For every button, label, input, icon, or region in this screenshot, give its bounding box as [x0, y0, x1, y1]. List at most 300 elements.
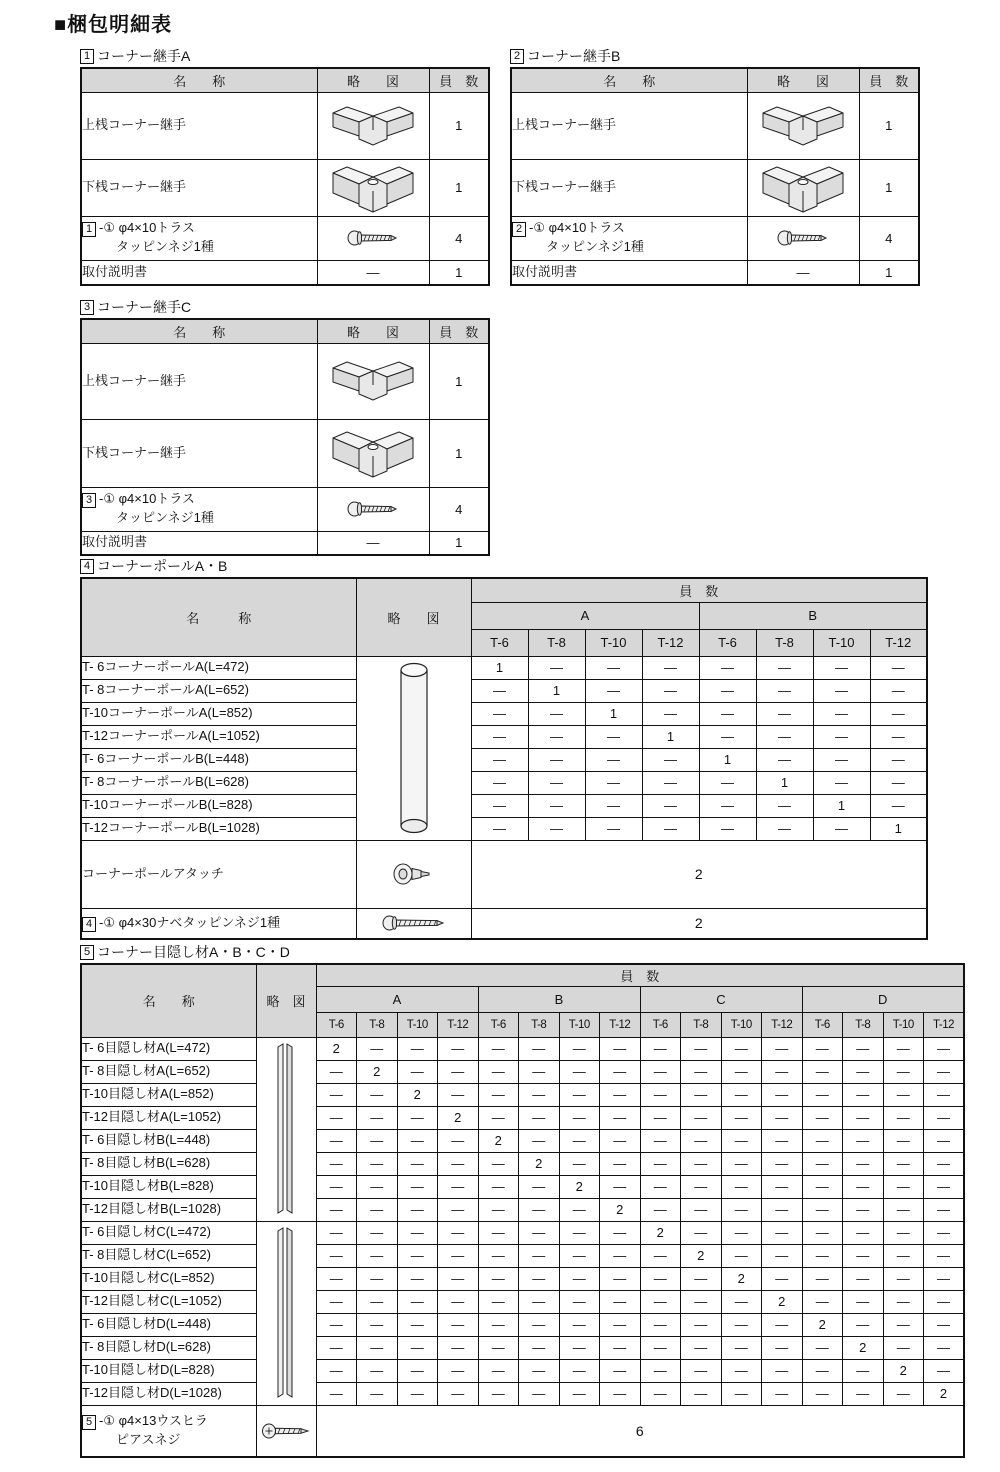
- qty-value: —: [699, 679, 756, 702]
- qty-value: —: [519, 1175, 560, 1198]
- qty-value: —: [721, 1083, 762, 1106]
- qty-value: —: [762, 1060, 803, 1083]
- qty-value: —: [924, 1267, 965, 1290]
- section-title: コーナー継手B: [527, 48, 621, 64]
- qty-value: —: [756, 794, 813, 817]
- angle-profile-icon: [256, 1037, 316, 1221]
- qty-value: —: [528, 748, 585, 771]
- no-diagram-dash: —: [317, 260, 429, 285]
- qty-value: —: [756, 817, 813, 840]
- qty-value: —: [585, 656, 642, 679]
- qty-value: —: [438, 1290, 479, 1313]
- part-name-line2: タッピンネジ1種: [546, 239, 644, 254]
- part-name: T-10目隠し材C(L=852): [81, 1267, 256, 1290]
- qty-value: —: [316, 1359, 357, 1382]
- qty-value: —: [640, 1037, 681, 1060]
- qty-value: —: [802, 1175, 843, 1198]
- qty-value: —: [802, 1037, 843, 1060]
- qty-value: —: [316, 1267, 357, 1290]
- qty-value: —: [519, 1244, 560, 1267]
- part-qty: 1: [429, 419, 489, 487]
- table-row: [81, 1152, 964, 1175]
- section-title: コーナー継手A: [97, 48, 191, 64]
- qty-value: —: [762, 1175, 803, 1198]
- qty-value: —: [681, 1290, 722, 1313]
- part-name: T-12コーナーポールB(L=1028): [81, 817, 356, 840]
- qty-value: —: [883, 1336, 924, 1359]
- table-row: [81, 702, 927, 725]
- circled-number: ①: [103, 914, 115, 930]
- qty-value: —: [843, 1267, 884, 1290]
- header-row: [81, 68, 489, 92]
- circled-number: ①: [533, 220, 545, 236]
- qty-value: —: [478, 1244, 519, 1267]
- qty-value: —: [802, 1267, 843, 1290]
- qty-value: —: [802, 1152, 843, 1175]
- qty-value: —: [883, 1198, 924, 1221]
- section-corner-screen: [80, 943, 965, 1458]
- qty-value: —: [762, 1221, 803, 1244]
- qty-size-header: T-8: [357, 1012, 398, 1037]
- qty-value: —: [478, 1359, 519, 1382]
- part-name: T- 6目隠し材D(L=448): [81, 1313, 256, 1336]
- qty-value: —: [802, 1382, 843, 1405]
- qty-group-header: D: [802, 986, 964, 1012]
- qty-value: —: [883, 1083, 924, 1106]
- table-row: [81, 1244, 964, 1267]
- qty-value: —: [924, 1129, 965, 1152]
- column-header-name: 名 称: [511, 68, 747, 92]
- qty-value: —: [681, 1152, 722, 1175]
- qty-value: —: [813, 702, 870, 725]
- part-name: T-10コーナーポールA(L=852): [81, 702, 356, 725]
- part-name: T-12目隠し材C(L=1052): [81, 1290, 256, 1313]
- qty-value: —: [681, 1221, 722, 1244]
- qty-value: —: [559, 1221, 600, 1244]
- qty-size-header: T-10: [559, 1012, 600, 1037]
- qty-value: —: [397, 1152, 438, 1175]
- section-label: [80, 943, 965, 961]
- qty-value: —: [397, 1267, 438, 1290]
- qty-value: 1: [756, 771, 813, 794]
- qty-value: —: [528, 817, 585, 840]
- qty-value: —: [438, 1336, 479, 1359]
- qty-value: —: [438, 1083, 479, 1106]
- table-row: [81, 1083, 964, 1106]
- qty-size-header: T-12: [762, 1012, 803, 1037]
- qty-value: —: [559, 1267, 600, 1290]
- column-header-qty: 員 数: [316, 964, 964, 986]
- qty-value: —: [519, 1267, 560, 1290]
- part-name: 3 -① φ4×10トラス タッピンネジ1種: [81, 487, 317, 531]
- qty-value: 2: [721, 1267, 762, 1290]
- piercing-screw-icon: [256, 1405, 316, 1457]
- qty-value: —: [519, 1060, 560, 1083]
- qty-value: —: [316, 1083, 357, 1106]
- qty-value: 2: [924, 1382, 965, 1405]
- qty-value: —: [813, 679, 870, 702]
- qty-value: —: [600, 1152, 641, 1175]
- qty-value: —: [438, 1198, 479, 1221]
- angle-profile-icon: [256, 1221, 316, 1405]
- table-row: [81, 840, 927, 908]
- qty-value: —: [397, 1244, 438, 1267]
- qty-value: —: [559, 1382, 600, 1405]
- qty-size-header: T-8: [843, 1012, 884, 1037]
- qty-value: 2: [357, 1060, 398, 1083]
- qty-value: —: [642, 817, 699, 840]
- qty-value: —: [357, 1037, 398, 1060]
- part-name: 2 -① φ4×10トラス タッピンネジ1種: [511, 216, 747, 260]
- qty-value: —: [397, 1037, 438, 1060]
- qty-value: —: [478, 1060, 519, 1083]
- part-qty: 4: [429, 216, 489, 260]
- box-number: 5: [82, 1415, 96, 1430]
- qty-value: —: [585, 817, 642, 840]
- qty-value: —: [843, 1037, 884, 1060]
- qty-value: —: [924, 1175, 965, 1198]
- qty-value: —: [924, 1083, 965, 1106]
- table-row: [81, 1267, 964, 1290]
- qty-value: —: [843, 1152, 884, 1175]
- part-name: T-10目隠し材B(L=828): [81, 1175, 256, 1198]
- qty-value: —: [559, 1106, 600, 1129]
- qty-value: —: [642, 794, 699, 817]
- qty-value: —: [528, 725, 585, 748]
- table-row: [81, 159, 489, 216]
- qty-size-header: T-8: [519, 1012, 560, 1037]
- qty-value: —: [681, 1060, 722, 1083]
- qty-value: —: [471, 794, 528, 817]
- qty-value: —: [681, 1037, 722, 1060]
- qty-value: —: [600, 1221, 641, 1244]
- qty-value: —: [699, 725, 756, 748]
- qty-value: —: [802, 1290, 843, 1313]
- qty-value: —: [699, 771, 756, 794]
- qty-value: —: [316, 1175, 357, 1198]
- qty-value: —: [478, 1313, 519, 1336]
- qty-value: —: [883, 1106, 924, 1129]
- part-qty: 1: [859, 159, 919, 216]
- qty-value: —: [802, 1336, 843, 1359]
- box-number: 1: [80, 49, 94, 64]
- table-row: [511, 159, 919, 216]
- table-row: [81, 1129, 964, 1152]
- part-name: 上桟コーナー継手: [81, 92, 317, 159]
- qty-value: —: [519, 1221, 560, 1244]
- qty-value: —: [721, 1198, 762, 1221]
- section-label: [80, 298, 490, 316]
- qty-value: 2: [843, 1336, 884, 1359]
- qty-size-header: T-12: [438, 1012, 479, 1037]
- part-name: T- 6コーナーポールB(L=448): [81, 748, 356, 771]
- qty-value: —: [640, 1336, 681, 1359]
- column-header-diagram: 略 図: [256, 964, 316, 1037]
- table-row: [81, 1060, 964, 1083]
- qty-value: —: [640, 1244, 681, 1267]
- qty-value: —: [528, 794, 585, 817]
- qty-value: —: [316, 1290, 357, 1313]
- table-row: [81, 260, 489, 285]
- qty-value: —: [870, 748, 927, 771]
- part-name: 4 -① φ4×30ナベタッピンネジ1種: [81, 908, 356, 939]
- packing-table-corner-pole: [80, 577, 928, 940]
- qty-value: —: [559, 1152, 600, 1175]
- qty-value: —: [699, 656, 756, 679]
- qty-value: —: [478, 1221, 519, 1244]
- qty-value: —: [642, 702, 699, 725]
- part-name-line2: タッピンネジ1種: [116, 510, 214, 525]
- lower-rail-corner-joint-icon: [317, 419, 429, 487]
- table-row: [81, 1382, 964, 1405]
- qty-value: —: [640, 1060, 681, 1083]
- box-number: 2: [512, 222, 526, 237]
- pole-attach-icon: [356, 840, 471, 908]
- qty-value: —: [316, 1060, 357, 1083]
- qty-value: —: [397, 1175, 438, 1198]
- part-name: T- 6コーナーポールA(L=472): [81, 656, 356, 679]
- qty-value: —: [471, 771, 528, 794]
- qty-value: —: [762, 1083, 803, 1106]
- qty-value: —: [721, 1336, 762, 1359]
- qty-value: —: [843, 1060, 884, 1083]
- qty-value: —: [681, 1083, 722, 1106]
- part-name: T- 8コーナーポールA(L=652): [81, 679, 356, 702]
- qty-value: —: [762, 1152, 803, 1175]
- qty-value: —: [585, 794, 642, 817]
- table-row: [81, 817, 927, 840]
- part-qty: 1: [429, 260, 489, 285]
- qty-value: —: [802, 1060, 843, 1083]
- qty-group-header: B: [478, 986, 640, 1012]
- section-label: [510, 47, 920, 65]
- qty-size-header: T-8: [681, 1012, 722, 1037]
- part-qty: 1: [429, 92, 489, 159]
- part-name: 取付説明書: [81, 260, 317, 285]
- qty-value: —: [640, 1175, 681, 1198]
- qty-value: —: [316, 1152, 357, 1175]
- qty-value: —: [681, 1267, 722, 1290]
- truss-screw-icon: [747, 216, 859, 260]
- qty-value: —: [600, 1175, 641, 1198]
- table-row: [81, 531, 489, 555]
- qty-value: 2: [640, 1221, 681, 1244]
- qty-value: —: [924, 1106, 965, 1129]
- qty-value: —: [640, 1290, 681, 1313]
- circled-number: ①: [103, 1412, 115, 1428]
- qty-value: —: [681, 1382, 722, 1405]
- part-name: 取付説明書: [81, 531, 317, 555]
- qty-value: —: [438, 1152, 479, 1175]
- qty-value: —: [762, 1106, 803, 1129]
- qty-value: —: [478, 1083, 519, 1106]
- qty-value: —: [478, 1152, 519, 1175]
- qty-value: —: [438, 1313, 479, 1336]
- section-corner-joint-b: [510, 47, 920, 286]
- qty-value: —: [762, 1198, 803, 1221]
- qty-value: —: [802, 1221, 843, 1244]
- qty-value: —: [640, 1198, 681, 1221]
- qty-value: —: [397, 1290, 438, 1313]
- qty-value: —: [721, 1359, 762, 1382]
- section-label: [80, 557, 928, 575]
- qty-value: —: [559, 1290, 600, 1313]
- qty-value: —: [870, 771, 927, 794]
- qty-value: —: [924, 1290, 965, 1313]
- box-number: 1: [82, 222, 96, 237]
- column-header-qty: 員 数: [471, 578, 927, 602]
- qty-group-header: A: [316, 986, 478, 1012]
- qty-value: —: [640, 1382, 681, 1405]
- qty-value: —: [397, 1382, 438, 1405]
- qty-value: —: [438, 1244, 479, 1267]
- qty-value: —: [600, 1290, 641, 1313]
- packing-table-corner-joint-b: [510, 67, 920, 286]
- box-number: 2: [510, 49, 524, 64]
- qty-value: —: [681, 1175, 722, 1198]
- qty-value: —: [357, 1175, 398, 1198]
- qty-value: —: [813, 748, 870, 771]
- qty-value: —: [883, 1221, 924, 1244]
- qty-value: —: [478, 1290, 519, 1313]
- qty-value: —: [642, 679, 699, 702]
- qty-value: —: [519, 1382, 560, 1405]
- column-header-qty: 員 数: [429, 319, 489, 343]
- qty-value: —: [756, 725, 813, 748]
- qty-value: —: [357, 1382, 398, 1405]
- qty-value: —: [519, 1198, 560, 1221]
- column-header-diagram: 略 図: [317, 319, 429, 343]
- column-header-name: 名 称: [81, 319, 317, 343]
- qty-value: —: [883, 1267, 924, 1290]
- qty-value: —: [519, 1129, 560, 1152]
- qty-value: —: [883, 1129, 924, 1152]
- qty-value: —: [721, 1313, 762, 1336]
- qty-value: —: [924, 1336, 965, 1359]
- qty-value: —: [316, 1336, 357, 1359]
- box-number: 3: [82, 493, 96, 508]
- upper-rail-corner-joint-icon: [317, 92, 429, 159]
- part-name: T-10目隠し材A(L=852): [81, 1083, 256, 1106]
- qty-value: 2: [397, 1083, 438, 1106]
- qty-value: 1: [528, 679, 585, 702]
- table-row: [81, 1037, 964, 1060]
- qty-value: —: [924, 1221, 965, 1244]
- qty-size-header: T-12: [642, 629, 699, 656]
- part-name: 取付説明書: [511, 260, 747, 285]
- qty-value: —: [585, 748, 642, 771]
- qty-value: —: [357, 1106, 398, 1129]
- part-name: T- 6目隠し材B(L=448): [81, 1129, 256, 1152]
- part-name: T- 8目隠し材D(L=628): [81, 1336, 256, 1359]
- qty-value: —: [519, 1290, 560, 1313]
- column-header-diagram: 略 図: [747, 68, 859, 92]
- header-row: [81, 319, 489, 343]
- qty-value: 1: [813, 794, 870, 817]
- qty-value: —: [870, 725, 927, 748]
- qty-value: —: [843, 1198, 884, 1221]
- qty-value: —: [802, 1129, 843, 1152]
- qty-size-header: T-6: [802, 1012, 843, 1037]
- qty-group-header: C: [640, 986, 802, 1012]
- qty-value: —: [756, 748, 813, 771]
- qty-value: 2: [600, 1198, 641, 1221]
- part-name: 1 -① φ4×10トラス タッピンネジ1種: [81, 216, 317, 260]
- qty-size-header: T-10: [397, 1012, 438, 1037]
- qty-value: 1: [585, 702, 642, 725]
- qty-value: —: [640, 1313, 681, 1336]
- qty-value: —: [471, 748, 528, 771]
- qty-value: —: [559, 1336, 600, 1359]
- qty-value: —: [843, 1359, 884, 1382]
- column-header-name: 名 称: [81, 68, 317, 92]
- qty-size-header: T-12: [870, 629, 927, 656]
- section-corner-joint-a: [80, 47, 490, 286]
- upper-rail-corner-joint-icon: [747, 92, 859, 159]
- qty-value: —: [924, 1313, 965, 1336]
- qty-value: —: [721, 1244, 762, 1267]
- qty-value: —: [721, 1037, 762, 1060]
- qty-value: —: [756, 679, 813, 702]
- qty-value: 1: [699, 748, 756, 771]
- header-row: [511, 68, 919, 92]
- qty-value: 1: [642, 725, 699, 748]
- qty-size-header: T-6: [316, 1012, 357, 1037]
- part-qty: 2: [471, 908, 927, 939]
- qty-value: —: [528, 771, 585, 794]
- no-diagram-dash: —: [747, 260, 859, 285]
- part-name-line2: タッピンネジ1種: [116, 239, 214, 254]
- qty-value: —: [870, 679, 927, 702]
- qty-value: —: [721, 1060, 762, 1083]
- qty-value: —: [559, 1313, 600, 1336]
- qty-value: —: [397, 1129, 438, 1152]
- qty-value: —: [438, 1060, 479, 1083]
- qty-value: —: [802, 1359, 843, 1382]
- qty-value: —: [397, 1336, 438, 1359]
- qty-value: —: [813, 771, 870, 794]
- qty-value: —: [600, 1037, 641, 1060]
- qty-value: —: [762, 1313, 803, 1336]
- qty-size-header: T-6: [699, 629, 756, 656]
- qty-value: —: [640, 1359, 681, 1382]
- qty-value: —: [438, 1175, 479, 1198]
- qty-value: —: [813, 725, 870, 748]
- qty-value: —: [681, 1313, 722, 1336]
- qty-value: —: [357, 1267, 398, 1290]
- qty-value: —: [316, 1313, 357, 1336]
- section-title: コーナー目隠し材A・B・C・D: [97, 944, 290, 960]
- part-name-line2: ピアスネジ: [116, 1431, 181, 1447]
- section-corner-joint-c: [80, 298, 490, 556]
- box-number: 5: [80, 945, 94, 960]
- qty-value: —: [559, 1083, 600, 1106]
- part-name: 下桟コーナー継手: [511, 159, 747, 216]
- part-qty: 1: [429, 159, 489, 216]
- qty-value: —: [478, 1106, 519, 1129]
- qty-value: —: [843, 1382, 884, 1405]
- qty-value: —: [642, 748, 699, 771]
- part-qty: 4: [429, 487, 489, 531]
- qty-value: —: [762, 1267, 803, 1290]
- qty-value: —: [756, 656, 813, 679]
- qty-size-header: T-10: [585, 629, 642, 656]
- qty-value: —: [681, 1198, 722, 1221]
- part-name: T-10目隠し材D(L=828): [81, 1359, 256, 1382]
- part-name: T- 8コーナーポールB(L=628): [81, 771, 356, 794]
- qty-size-header: T-12: [600, 1012, 641, 1037]
- qty-value: —: [600, 1060, 641, 1083]
